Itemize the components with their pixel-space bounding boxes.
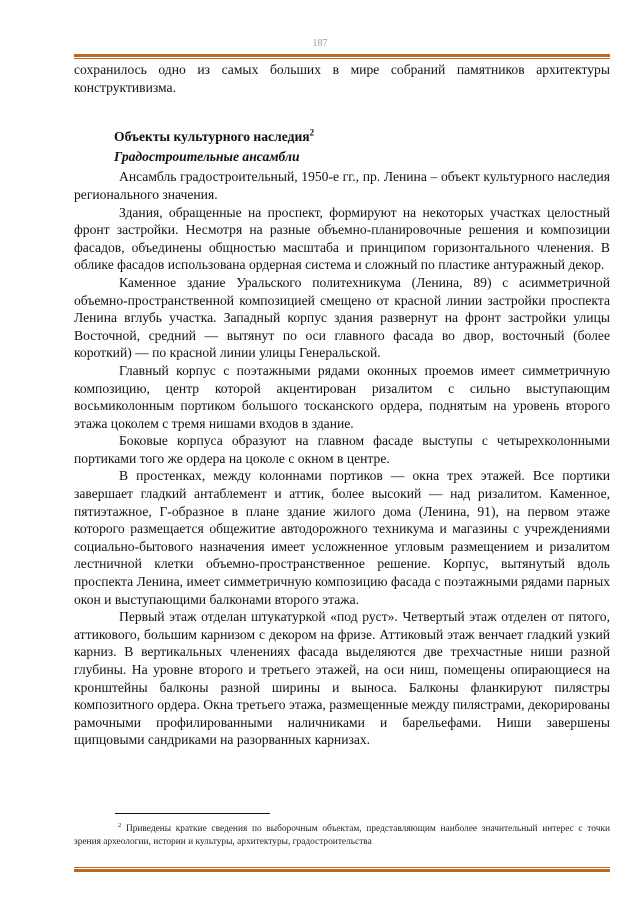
- paragraph: Каменное здание Уральского политехникума (Ленина, 89) с асимметричной объемно-пространственной композицией смещено от красной линии застройки проспекта Ленина вглубь участка. Западный корпус здания развернут на фронт застройки улицы Восточной, средний — вытянут по оси главного фасада во двор, восточный (более короткий) — по красной линии улицы Генеральской.: [74, 274, 610, 361]
- footnote-text: Приведены краткие сведения по выборочным объектам, представляющим наиболее значительный интерес с точки зрения археологии, истории и культуры, архитектуры, градостроительства: [74, 824, 610, 847]
- section-heading-text: Объекты культурного наследия: [114, 129, 310, 145]
- subsection-heading: Градостроительные ансамбли: [114, 148, 300, 164]
- intro-paragraph: сохранилось одно из самых больших в мире собраний памятников архитектуры конструктивизма.: [74, 62, 610, 95]
- paragraph: Боковые корпуса образуют на главном фасаде выступы с четырехколонными портиками того же ордера на цоколе с окном в центре.: [74, 433, 610, 466]
- header-rule: [74, 54, 610, 59]
- footnote-reference[interactable]: 2: [309, 127, 315, 138]
- paragraph: Главный корпус с поэтажными рядами оконных проемов имеет симметричную композицию, центр которой акцентирован ризалитом с сильно выступающим восьмиколонным портиком большого тосканского ордера, поднятым на уровень второго этажа цоколем с тремя нишами входов в здание.: [74, 362, 610, 431]
- paragraph: Здания, обращенные на проспект, формируют на некоторых участках целостный фронт застройки. Несмотря на разные объемно-планировочные решения и композиции фасадов, объединены общностью масштаба и принципом горизонтального членения. В облике фасадов использована ордерная система и сложный по пластике антуражный декор.: [74, 204, 610, 273]
- footnote-mark: 2: [118, 822, 122, 829]
- body-text: [74, 61, 610, 749]
- footnote-separator: [115, 813, 270, 814]
- page-number: 187: [312, 38, 328, 49]
- footer-rule: [74, 867, 610, 872]
- paragraph: В простенках, между колоннами портиков — окна трех этажей. Все портики завершает гладкий антаблемент и аттик, более высокий — над ризалитом. Каменное, пятиэтажное, Г-образное в плане здание жилого дома (Ленина, 91), на первом этаже которого размещается общежитие автодорожного техникума и магазины с учреждениями социально-бытового назначения имеет усложненное угловым размещением и ризалитом лестничной клетки объемно-пространственное решение. Корпус, вытянутый вдоль проспекта Ленина, имеет симметричную композицию фасада с поэтажными рядами парных окон и выступающими балконами второго этажа.: [74, 468, 610, 607]
- footnote: [74, 820, 610, 848]
- paragraph: Первый этаж отделан штукатуркой «под руст». Четвертый этаж отделен от пятого, аттикового, большим карнизом с декором на фризе. Аттиковый этаж венчает гладкий узкий карниз. В вертикальных членениях фасада выделяются две трехчастные ниши разной глубины. На уровне второго и третьего этажей, на оси ниш, помещены опирающиеся на кронштейны балконы разной ширины и выноса. Балконы фланкируют пилястры композитного ордера. Окна третьего этажа, размещенные между пилястрами, декорированы рамочными профилированными наличниками и барельефами. Ниши завершены щипцовыми сандриками на разорванных карнизах.: [74, 609, 610, 748]
- paragraph: Ансамбль градостроительный, 1950-е гг., пр. Ленина – объект культурного наследия регионального значения.: [74, 169, 610, 202]
- section-heading: [74, 128, 610, 146]
